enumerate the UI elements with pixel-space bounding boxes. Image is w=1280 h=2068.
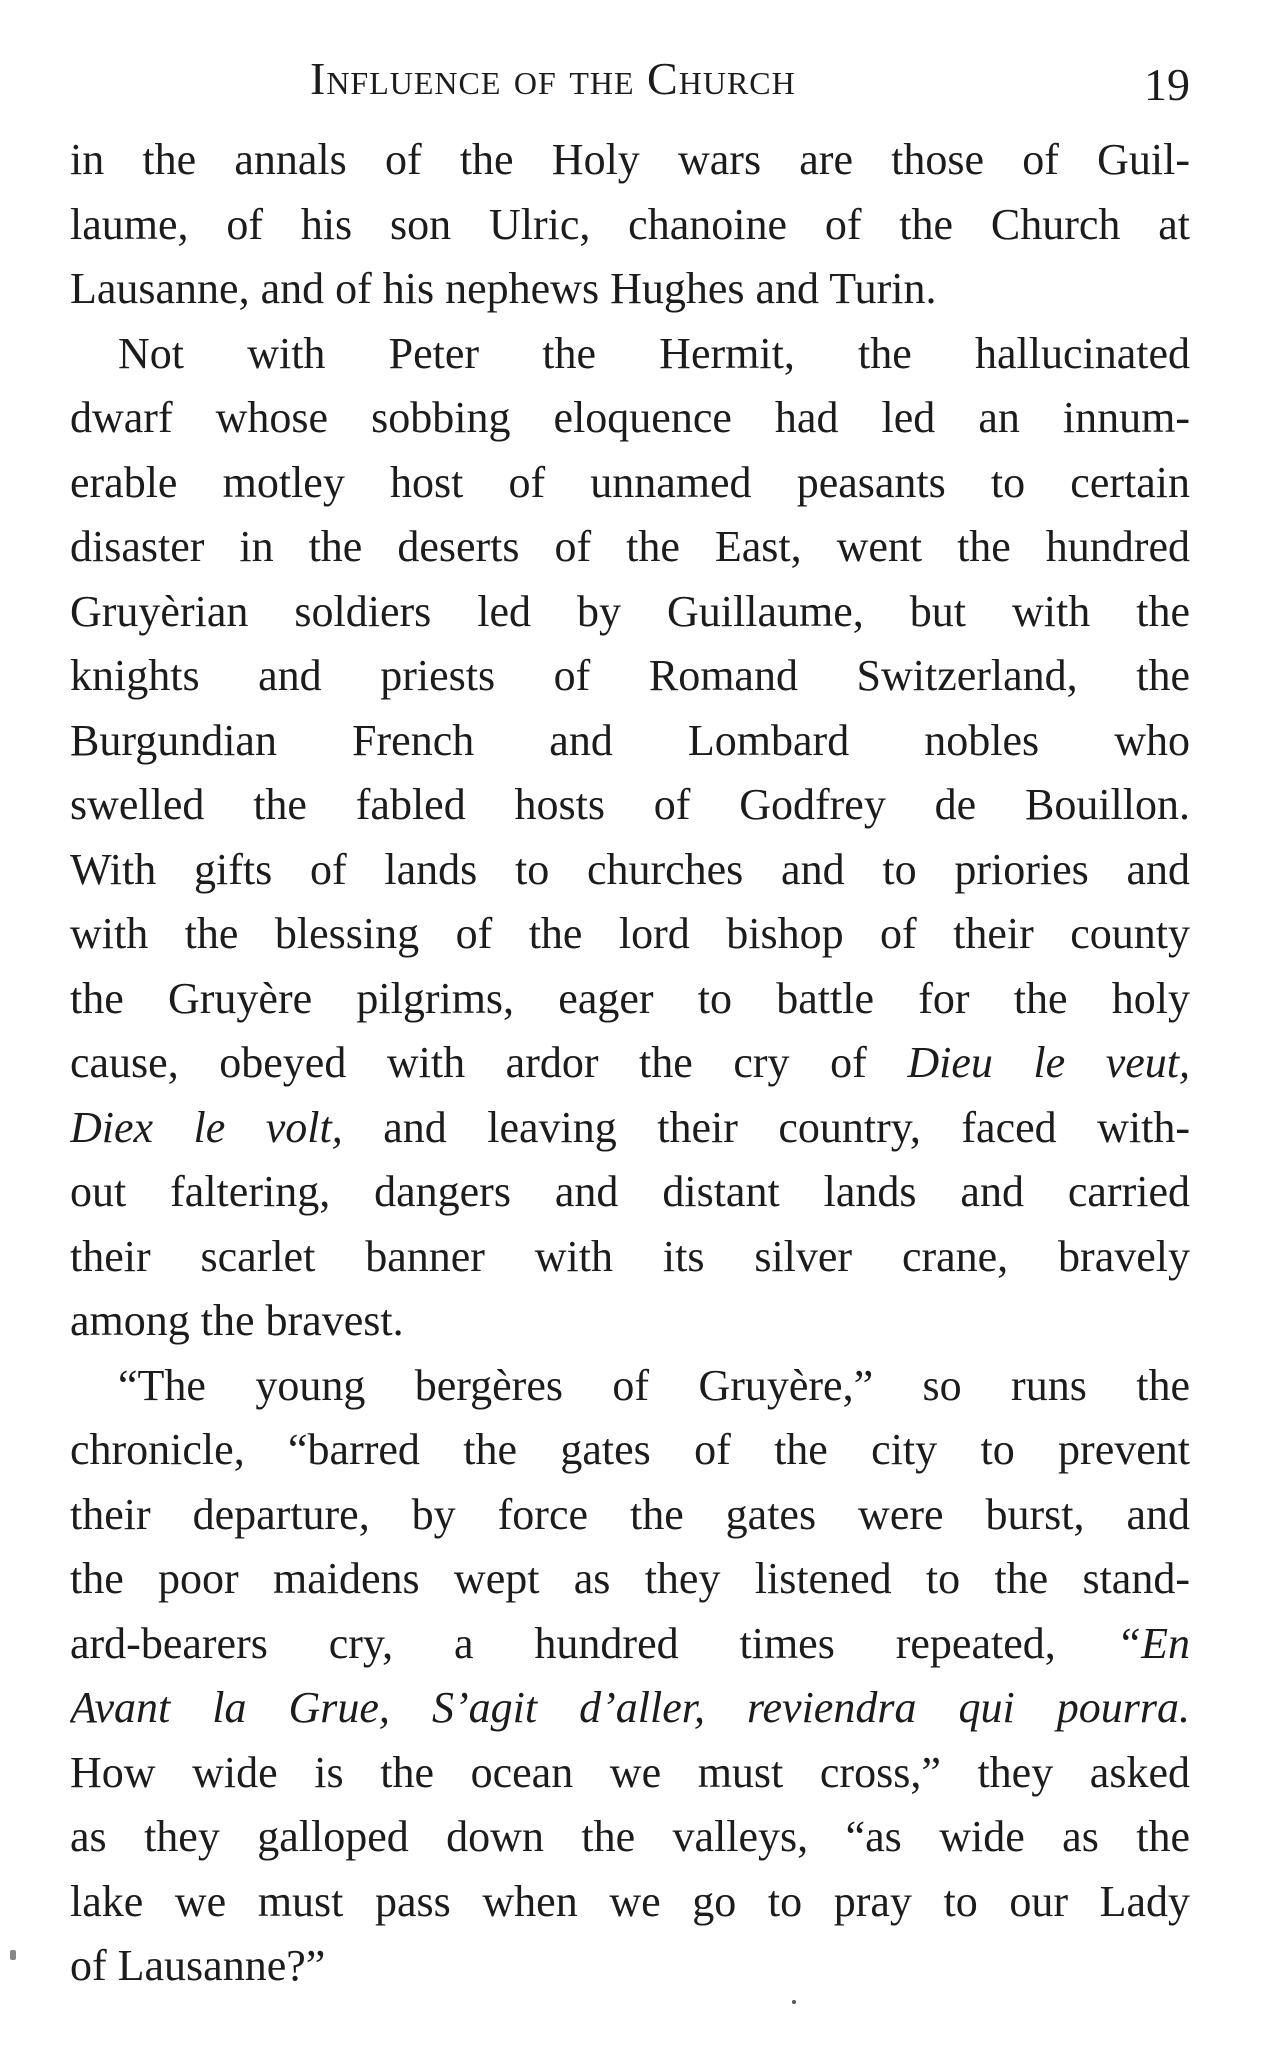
italic-phrase: “En bbox=[1116, 1618, 1190, 1668]
text-line: disaster in the deserts of the East, went the hundred bbox=[70, 522, 1190, 571]
text-line: of Lausanne?” bbox=[70, 1941, 326, 1990]
text-line: knights and priests of Romand Switzerland, the bbox=[70, 651, 1190, 700]
text-line: Burgundian French and Lombard nobles who bbox=[70, 715, 1190, 765]
running-title: Influence of the Church bbox=[310, 53, 796, 104]
text-line bbox=[70, 1096, 1190, 1161]
text-line: their scarlet banner with its silver crane, bravely bbox=[70, 1231, 1190, 1281]
text-line: erable motley host of unnamed peasants to certain bbox=[70, 457, 1190, 507]
text-line: in the annals of the Holy wars are those of Guil- bbox=[70, 135, 1190, 184]
text-segment: cause, obeyed with ardor the cry of bbox=[70, 1038, 908, 1087]
text-line: With gifts of lands to churches and to priories and bbox=[70, 844, 1190, 894]
italic-phrase: Avant la Grue, S’agit d’aller, reviendra qui pourra. bbox=[70, 1683, 1190, 1732]
scan-edge-mark bbox=[10, 1950, 16, 1960]
italic-phrase: Dieu le veut, bbox=[907, 1038, 1190, 1087]
text-line: “The young bergères of Gruyère,” so runs the bbox=[118, 1360, 1190, 1410]
text-line: laume, of his son Ulric, chanoine of the Church at bbox=[70, 199, 1190, 249]
text-line bbox=[70, 1031, 1190, 1096]
running-head bbox=[70, 52, 1190, 112]
text-segment: and leaving their country, faced with- bbox=[342, 1102, 1190, 1152]
text-line: swelled the fabled hosts of Godfrey de Bouillon. bbox=[70, 780, 1190, 829]
text-line: among the bravest. bbox=[70, 1296, 404, 1345]
text-line: Gruyèrian soldiers led by Guillaume, but with the bbox=[70, 586, 1190, 636]
text-line: the poor maidens wept as they listened to the stand- bbox=[70, 1554, 1190, 1603]
text-line: as they galloped down the valleys, “as wide as the bbox=[70, 1812, 1190, 1861]
text-line: Lausanne, and of his nephews Hughes and Turin. bbox=[70, 264, 937, 313]
text-line: the Gruyère pilgrims, eager to battle for the holy bbox=[70, 973, 1190, 1023]
text-line bbox=[70, 1676, 1190, 1741]
text-line: chronicle, “barred the gates of the city to prevent bbox=[70, 1425, 1190, 1474]
text-line: with the blessing of the lord bishop of their county bbox=[70, 909, 1190, 958]
text-line: out faltering, dangers and distant lands and carried bbox=[70, 1167, 1190, 1216]
body-text bbox=[70, 128, 1190, 1999]
text-line: lake we must pass when we go to pray to our Lady bbox=[70, 1876, 1190, 1926]
text-line: dwarf whose sobbing eloquence had led an innum- bbox=[70, 393, 1190, 442]
text-line: their departure, by force the gates were burst, and bbox=[70, 1489, 1190, 1539]
text-line: Not with Peter the Hermit, the hallucinated bbox=[118, 328, 1190, 378]
italic-phrase: Diex le volt, bbox=[70, 1102, 343, 1152]
text-line: How wide is the ocean we must cross,” they asked bbox=[70, 1747, 1190, 1797]
text-segment: ard-bearers cry, a hundred times repeated, bbox=[70, 1618, 1117, 1668]
print-speck bbox=[792, 2000, 796, 2004]
text-line bbox=[70, 1612, 1190, 1677]
page-number: 19 bbox=[1144, 59, 1190, 110]
